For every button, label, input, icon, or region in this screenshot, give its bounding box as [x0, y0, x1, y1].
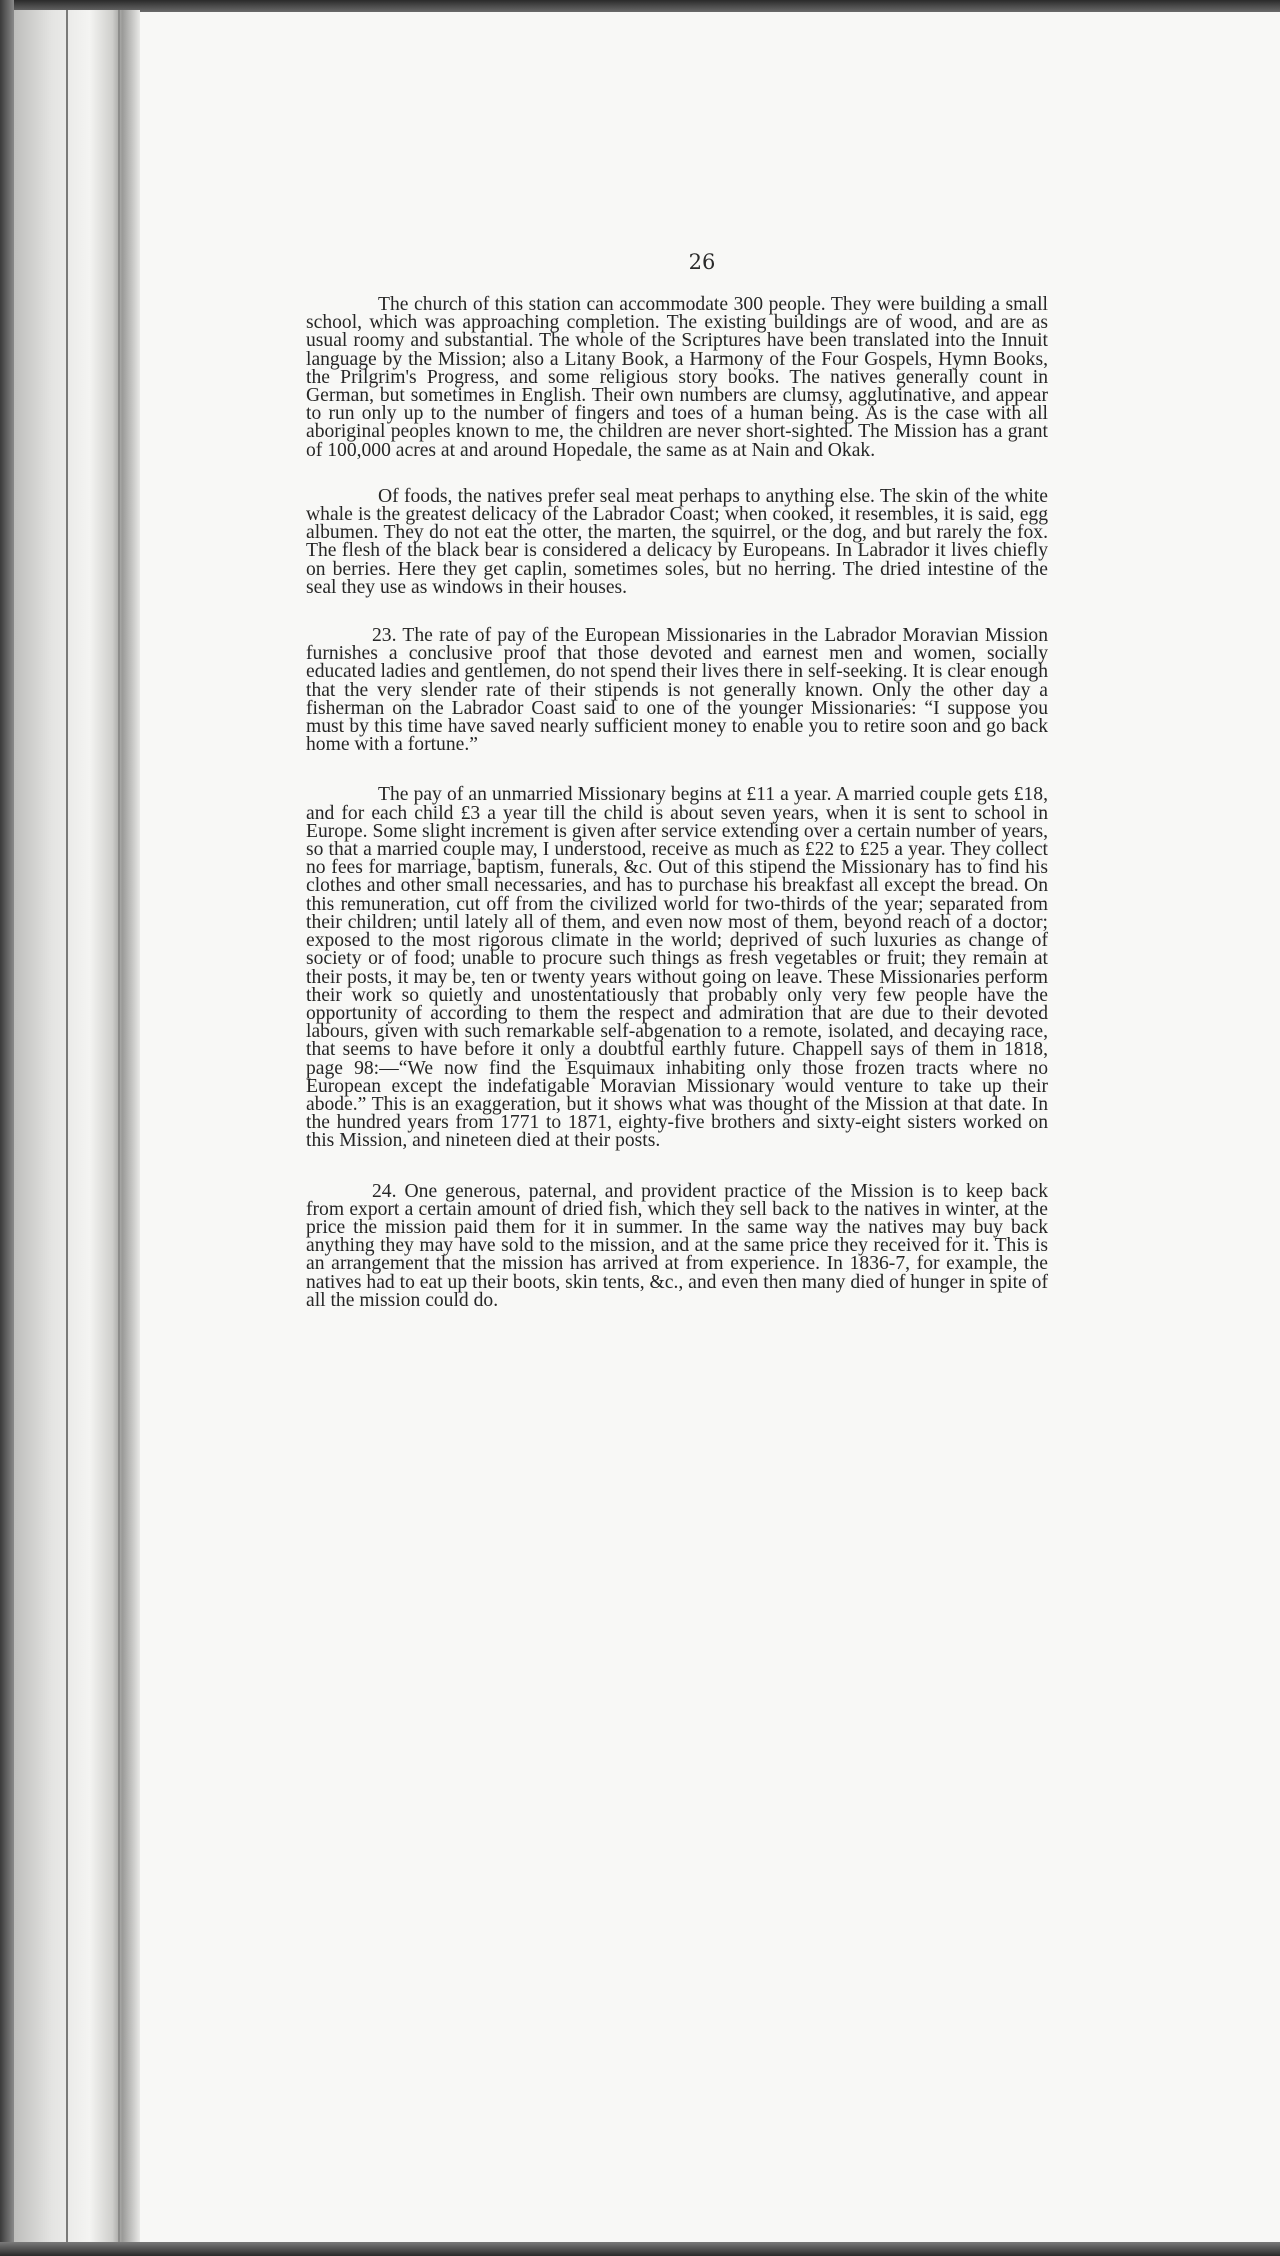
scan-border-top — [0, 0, 1280, 12]
paragraph-missionary-pay: The pay of an unmarried Missionary begins at £11 a year. A married couple gets £18, and for each child £3 a year till the child is about seven years, when it is sent to school in Europe. Some slight increment is given after service extending over a certain number of years, so that a married couple may, I understood, receive as much as £22 to £25 a year. They collect no fees for marriage, baptism, funerals, &c. Out of this stipend the Missionary has to find his clothes and other small necessaries, and has to purchase his breakfast all except the bread. On this remuneration, cut off from the civilized world for two-thirds of the year; separated from their children; until lately all of them, and even now most of them, beyond reach of a doctor; exposed to the most rigorous climate in the world; deprived of such luxuries as change of society or of food; unable to procure such things as fresh vegetables or fruit; they remain at their posts, it may be, ten or twenty years without going on leave. These Missionaries perform their work so quietly and unostentatiously that probably only very few people have the opportunity of according to them the respect and admiration that are due to their devoted labours, given with such remarkable self-abgenation to a remote, isolated, and decaying race, that seems to have before it only a doubtful earthly future. Chappell says of them in 1818, page 98:—“We now find the Esquimaux inhabiting only those frozen tracts where no European except the indefatigable Moravian Missionary would venture to take up their abode.” This is an exaggeration, but it shows what was thought of the Mission at that date. In the hundred years from 1771 to 1871, eighty-five brothers and sixty-eight sisters worked on this Mission, and nineteen died at their posts. — [306, 784, 1048, 1152]
paragraph-23-pay-rate: 23. The rate of pay of the European Missionaries in the Labrador Moravian Mission furnishes a conclusive proof that those devoted and earnest men and women, socially educated ladies and gentlemen, do not spend their lives there in self-seeking. It is clear enough that the very slender rate of their stipends is not generally known. Only the other day a fisherman on the Labrador Coast said to one of the younger Missionaries: “I suppose you must by this time have saved nearly sufficient money to enable you to retire soon and go back home with a fortune.” — [306, 625, 1048, 756]
paragraph-foods: Of foods, the natives prefer seal meat perhaps to anything else. The skin of the white whale is the greatest delicacy of the Labrador Coast; when cooked, it resembles, it is said, egg albumen. They do not eat the otter, the marten, the squirrel, or the dog, and but rarely the fox. The flesh of the black bear is considered a delicacy by Europeans. In Labrador it lives chiefly on berries. Here they get caplin, sometimes soles, but no herring. The dried intestine of the seal they use as windows in their houses. — [306, 485, 1048, 598]
paragraph-church: The church of this station can accommodate 300 people. They were building a small school, which was approaching completion. The existing buildings are of wood, and are as usual roomy and substantial. The whole of the Scriptures have been translated into the Innuit language by the Mission; also a Litany Book, a Harmony of the Four Gospels, Hymn Books, the Prilgrim's Progress, and some religious story books. The natives generally count in German, but sometimes in English. Their own numbers are clumsy, agglutinative, and appear to run only up to the number of fingers and toes of a human being. As is the case with all aboriginal peoples known to me, the children are never short-sighted. The Mission has a grant of 100,000 acres at and around Hopedale, the same as at Nain and Okak. — [306, 294, 1048, 461]
page-number: 26 — [688, 250, 716, 274]
paragraph-24-provident-practice: 24. One generous, paternal, and provident practice of the Mission is to keep back from export a certain amount of dried fish, which they sell back to the natives in winter, at the price the mission paid them for it in summer. In the same way the natives may buy back anything they may have sold to the mission, and at the same price they received for it. This is an arrangement that the mission has arrived at from experience. In 1836-7, for example, the natives had to eat up their boots, skin tents, &c., and even then many died of hunger in spite of all the mission could do. — [306, 1180, 1048, 1311]
body-text — [306, 296, 1048, 1310]
spine-fold-line — [66, 10, 68, 2244]
book-spine — [14, 10, 140, 2244]
scan-border-bottom — [0, 2242, 1280, 2256]
scan-border-left — [0, 0, 14, 2256]
spine-fold-line — [118, 10, 120, 2244]
